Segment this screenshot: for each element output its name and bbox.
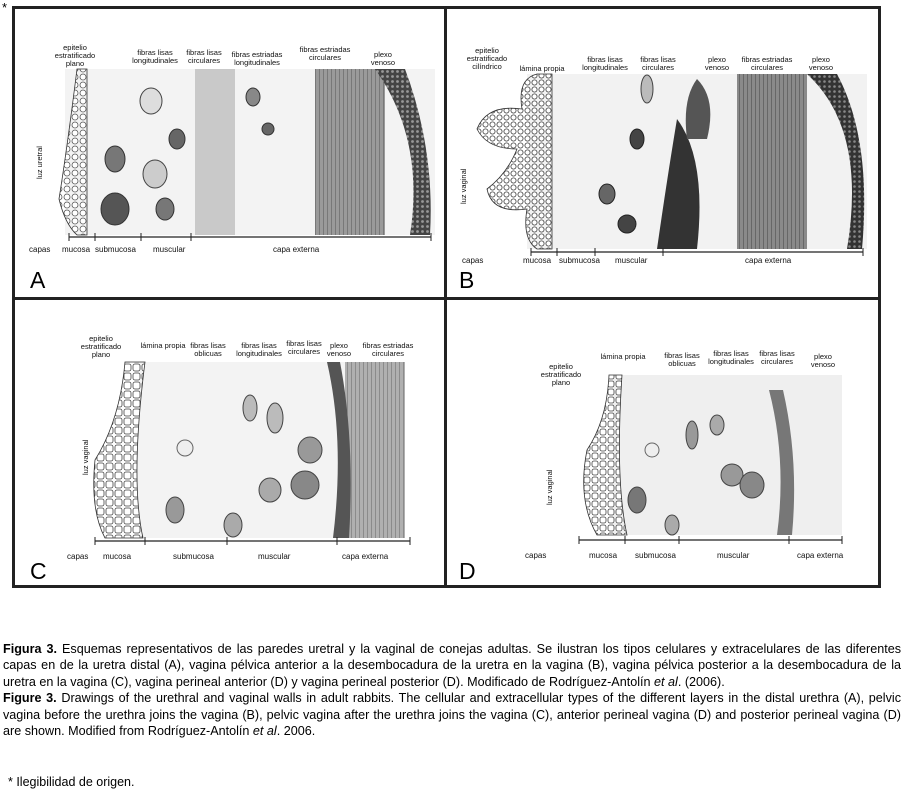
panel-b-letter: B [459,267,475,293]
panel-b-layer-muscular: muscular [615,256,648,265]
caption-spanish-text-2: . (2006). [677,674,725,689]
panel-d-label-fl-circ: fibras lisas circulares [759,349,795,366]
panel-b-label-plexo-1: plexo venoso [704,55,730,72]
panel-b-layer-mucosa: mucosa [523,256,552,265]
panel-d [447,300,878,588]
panel-c-label-plexo: plexo venoso [326,341,352,358]
panel-c-label-fl-long: fibras lisas longitudinales [236,341,282,358]
panel-b-label-epitelio: epitelio estratificado cilíndrico [466,46,508,71]
panel-a-layer-capas: capas [29,245,51,254]
panel-a-label-fl-circ: fibras lisas circulares [186,48,222,65]
panel-c-label-fl-circ: fibras lisas circulares [286,339,322,356]
caption-spanish-etal: et al [654,674,678,689]
figure-caption [3,641,901,739]
panel-d-layer-muscular: muscular [717,551,750,560]
panel-d-lumen-label: luz vaginal [545,469,554,505]
panel-d-layer-mucosa: mucosa [589,551,618,560]
panel-c-label-fl-obl: fibras lisas oblicuas [190,341,226,358]
panel-d-layer-capas: capas [525,551,547,560]
panel-c-layer-mucosa: mucosa [103,552,132,561]
panel-a-label-fe-long: fibras estriadas longitudinales [231,50,283,67]
panel-a-layer-mucosa: mucosa [62,245,91,254]
panel-c-label-lamina: lámina propia [140,341,186,350]
panel-c [15,300,444,588]
panel-a-layer-externa: capa externa [273,245,320,254]
footnote: * Ilegibilidad de origen. [8,775,135,789]
panel-b-layer-externa: capa externa [745,256,792,265]
panel-d-label-fl-long: fibras lisas longitudinales [708,349,754,366]
panel-c-layer-externa: capa externa [342,552,389,561]
panel-b-label-lamina: lámina propia [519,64,565,73]
panel-c-layer-capas: capas [67,552,89,561]
panel-c-lumen-label: luz vaginal [81,439,90,475]
caption-english-text-2: . 2006. [276,724,316,739]
caption-spanish-label: Figura 3. [3,642,58,656]
caption-english-text-1: Drawings of the urethral and vaginal walls in adult rabbits. The cellular and extracellular types of the different layers in the distal urethra (A), pelvic vagina before the urethra joins the vagina (B), pelvic vagina after the urethra joins the vagina (C), anterior perineal vagina (D) and posterior perineal vagina (D) are shown. Modified from Rodríguez-Antolín [3,691,901,739]
panel-b-lumen-label: luz vaginal [459,168,468,204]
caption-english [3,690,901,739]
panel-b-label-fl-long: fibras lisas longitudinales [582,55,628,72]
panel-a-label-epitelio: epitelio estratificado plano [54,43,96,68]
panel-c-label-epitelio: epitelio estratificado plano [80,334,122,359]
panel-a-lumen-label: luz uretral [35,146,44,179]
panel-c-label-fe-circ: fibras estriadas circulares [362,341,414,358]
panel-a-label-plexo: plexo venoso [370,50,396,67]
panel-a-layer-muscular: muscular [153,245,186,254]
panel-b [447,9,878,297]
panel-d-drawing [447,300,878,588]
panel-b-layer-capas: capas [462,256,484,265]
panel-b-label-fe-circ: fibras estriadas circulares [741,55,793,72]
panel-c-layer-muscular: muscular [258,552,291,561]
panel-d-letter: D [459,558,476,584]
caption-spanish [3,641,901,690]
asterisk-mark: * [2,0,8,15]
panel-c-letter: C [30,558,47,584]
panel-d-label-plexo: plexo venoso [810,352,836,369]
panel-d-label-lamina: lámina propia [600,352,646,361]
panel-b-label-plexo-2: plexo venoso [808,55,834,72]
panel-b-label-fl-circ: fibras lisas circulares [640,55,676,72]
figure-grid [12,6,881,588]
panel-a-label-fl-long: fibras lisas longitudinales [132,48,178,65]
panel-d-label-fl-obl: fibras lisas oblicuas [664,351,700,368]
caption-spanish-text-1: Esquemas representativos de las paredes uretral y la vaginal de conejas adultas. Se ilustran los tipos celulares y extracelulares de las diferentes capas en de la uretra distal (A), vagina pélvica anterior a la desembocadura de la uretra en la vagina (B), vagina pélvica posterior a la desembocadura de la uretra en la vagina (C), vagina perineal anterior (D) y vagina perineal posterior (D). Modificado de Rodríguez-Antolín [3,642,902,689]
panel-b-layer-submucosa: submucosa [559,256,600,265]
panel-a [15,9,444,297]
panel-a-letter: A [30,267,46,293]
panel-a-label-fe-circ: fibras estriadas circulares [299,45,351,62]
caption-english-etal: et al [252,724,277,739]
panel-a-layer-submucosa: submucosa [95,245,136,254]
panel-d-layer-externa: capa externa [797,551,844,560]
panel-d-layer-submucosa: submucosa [635,551,676,560]
panel-d-label-epitelio: epitelio estratificado plano [540,362,582,387]
caption-english-label: Figure 3. [3,691,57,706]
panel-c-layer-submucosa: submucosa [173,552,214,561]
